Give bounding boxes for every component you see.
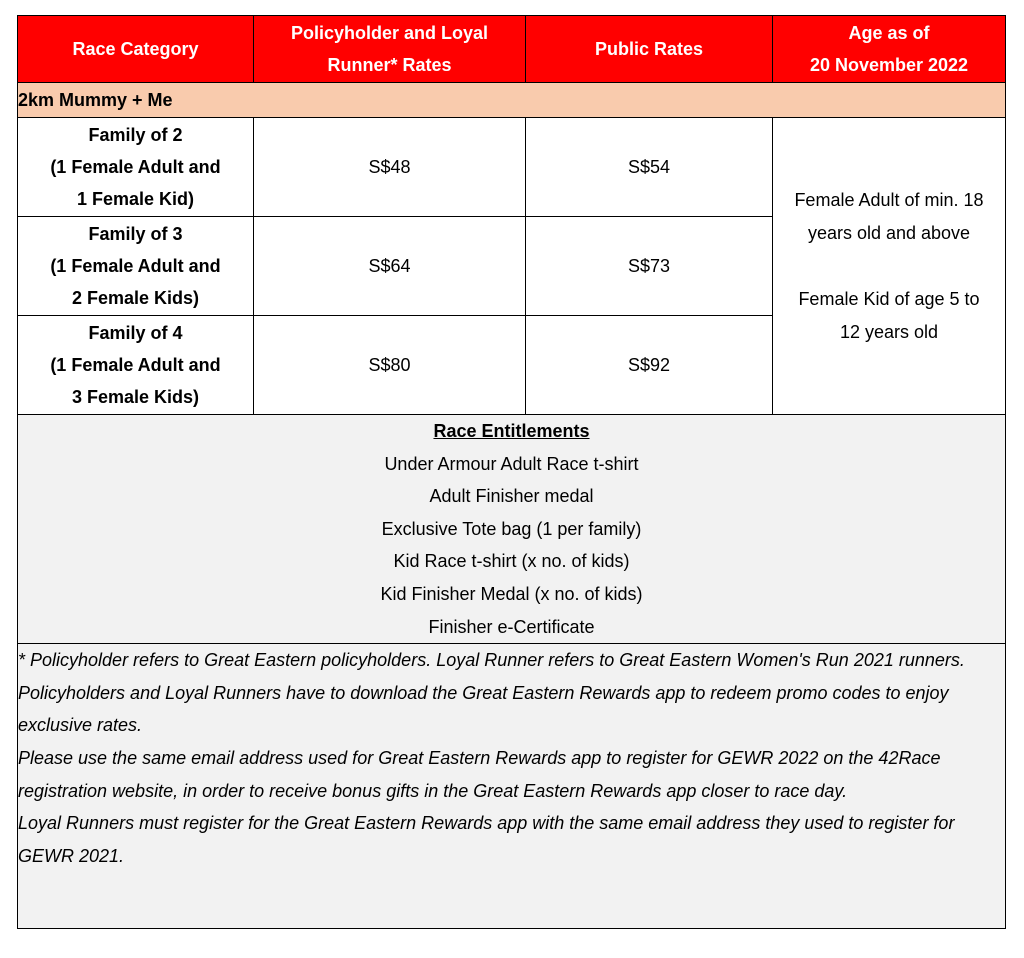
age-adult-line1: Female Adult of min. 18 — [794, 189, 984, 210]
note-paragraph: * Policyholder refers to Great Eastern policyholders. Loyal Runner refers to Great Eastern Women's Run 2021 runners. — [18, 650, 965, 671]
category-line: (1 Female Adult and — [50, 355, 221, 375]
notes-cell — [18, 644, 1006, 929]
entitlement-item: Exclusive Tote bag (1 per family) — [381, 518, 642, 539]
age-kid-line2: 12 years old — [839, 321, 939, 342]
header-policyholder-line2: Runner* Rates — [327, 55, 452, 75]
public-rate-cell: S$92 — [526, 316, 773, 415]
age-spacer — [773, 250, 1005, 283]
entitlement-item: Finisher e-Certificate — [428, 616, 595, 637]
notes-row — [18, 644, 1006, 929]
entitlement-item: Adult Finisher medal — [429, 486, 594, 507]
category-line: Family of 3 — [88, 224, 183, 244]
age-kid-line1: Female Kid of age 5 to — [798, 288, 980, 309]
entitlement-item: Under Armour Adult Race t-shirt — [384, 453, 639, 474]
note-paragraph: Policyholders and Loyal Runners have to download the Great Eastern Rewards app to redeem promo codes to enjoy exclusive rates. — [18, 682, 949, 736]
category-line: Family of 2 — [88, 125, 183, 145]
header-age-line2: 20 November 2022 — [809, 55, 969, 75]
entitlements-cell — [18, 415, 1006, 644]
public-rate-cell: S$54 — [526, 118, 773, 217]
note-paragraph: Please use the same email address used for Great Eastern Rewards app to register for GEWR 2022 on the 42Race registration website, in order to receive bonus gifts in the Great Eastern Rewards app closer to race day. — [18, 747, 941, 801]
race-category-cell — [18, 217, 254, 316]
category-line: 2 Female Kids) — [71, 288, 200, 308]
race-category-cell — [18, 118, 254, 217]
header-public-rates: Public Rates — [526, 16, 773, 83]
section-title: 2km Mummy + Me — [18, 83, 1006, 118]
loyal-rate-cell: S$80 — [254, 316, 526, 415]
header-age-line1: Age as of — [848, 23, 930, 43]
race-category-cell — [18, 316, 254, 415]
header-policyholder-rates — [254, 16, 526, 83]
header-race-category: Race Category — [18, 16, 254, 83]
note-paragraph: Loyal Runners must register for the Great Eastern Rewards app with the same email address they used to register for GEWR 2021. — [18, 813, 955, 866]
category-line: Family of 4 — [88, 323, 183, 343]
public-rate-cell: S$73 — [526, 217, 773, 316]
category-line: (1 Female Adult and — [50, 157, 221, 177]
category-line: (1 Female Adult and — [50, 256, 221, 276]
entitlements-title: Race Entitlements — [433, 421, 590, 441]
age-adult-line2: years old and above — [807, 222, 971, 243]
loyal-rate-cell: S$64 — [254, 217, 526, 316]
table-row — [18, 118, 1006, 217]
entitlement-item: Kid Finisher Medal (x no. of kids) — [380, 583, 643, 604]
category-line: 3 Female Kids) — [71, 387, 200, 407]
header-row — [18, 16, 1006, 83]
entitlement-item: Kid Race t-shirt (x no. of kids) — [393, 551, 630, 572]
header-age — [773, 16, 1006, 83]
header-policyholder-line1: Policyholder and Loyal — [290, 23, 489, 43]
loyal-rate-cell: S$48 — [254, 118, 526, 217]
race-rates-table — [17, 15, 1006, 929]
category-line: 1 Female Kid) — [76, 189, 195, 209]
section-row — [18, 83, 1006, 118]
age-requirement-cell — [773, 118, 1006, 415]
entitlements-row — [18, 415, 1006, 644]
